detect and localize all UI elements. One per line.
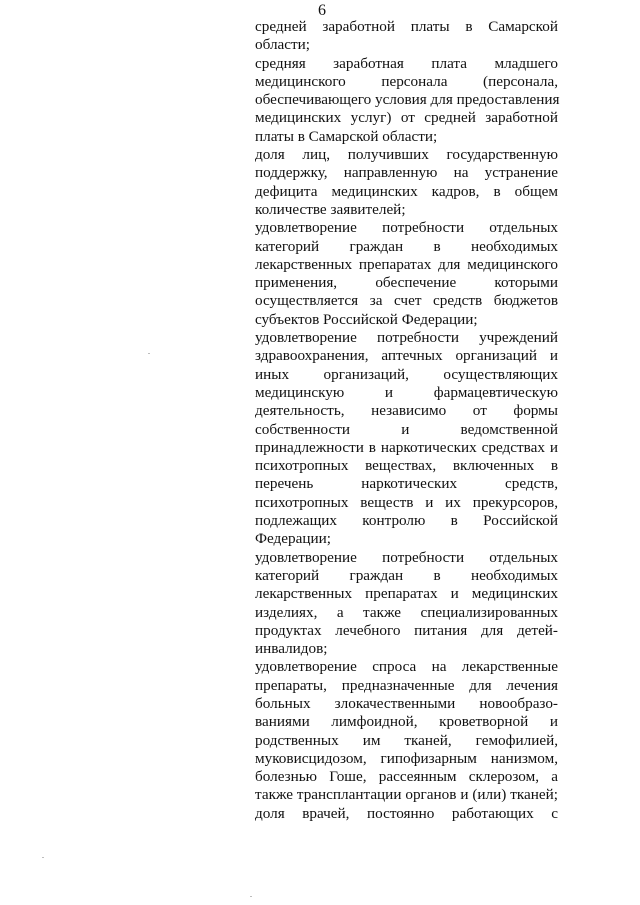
text-line: психотропных веществах, включенных в xyxy=(255,457,558,475)
text-line: инвалидов; xyxy=(255,640,328,658)
text-line: деятельность, независимо от формы xyxy=(255,402,558,420)
text-line: подлежащих контролю в Российской xyxy=(255,512,558,530)
text-line: удовлетворение потребности учреждений xyxy=(255,329,558,347)
text-line: удовлетворение потребности отдельных xyxy=(255,219,558,237)
text-line: больных злокачественными новообразо- xyxy=(255,694,558,712)
text-line: категорий граждан в необходимых xyxy=(255,237,558,255)
text-line: применения, обеспечение которыми xyxy=(255,274,558,292)
text-line: доля лиц, получивших государственную xyxy=(255,146,558,164)
scan-speck xyxy=(148,353,150,354)
text-line: муковисцидозом, гипофизарным нанизмом, xyxy=(255,749,558,767)
text-line: средней заработной платы в Самарской xyxy=(255,18,558,35)
text-line: лекарственных препаратах и медицинских xyxy=(255,585,558,603)
text-line: препараты, предназначенные для лечения xyxy=(255,676,558,694)
text-line: изделиях, а также специализированных xyxy=(255,603,558,621)
text-line: принадлежности в наркотических средствах и xyxy=(255,438,558,456)
text-line: перечень наркотических средств, xyxy=(255,475,558,493)
text-line: болезнью Гоше, рассеянным склерозом, а xyxy=(255,768,558,786)
text-line: ваниями лимфоидной, кроветворной и xyxy=(255,713,558,731)
text-line: медицинского персонала (персонала, xyxy=(255,72,558,90)
text-line: иных организаций, осуществляющих xyxy=(255,365,558,383)
text-line: Федерации; xyxy=(255,530,331,548)
text-line: также трансплантации органов и (или) тканей; xyxy=(255,786,558,804)
text-line: лекарственных препаратах для медицинского xyxy=(255,255,558,273)
text-line: удовлетворение спроса на лекарственные xyxy=(255,658,558,676)
text-line: родственных им тканей, гемофилией, xyxy=(255,731,558,749)
text-line: психотропных веществ и их прекурсоров, xyxy=(255,493,558,511)
text-line: удовлетворение потребности отдельных xyxy=(255,548,558,566)
body-text-column xyxy=(255,18,558,823)
text-line: дефицита медицинских кадров, в общем xyxy=(255,182,558,200)
text-line: обеспечивающего условия для предоставления xyxy=(255,91,560,109)
page-number: 6 xyxy=(318,2,326,19)
text-line: осуществляется за счет средств бюджетов xyxy=(255,292,558,310)
text-line: средняя заработная плата младшего xyxy=(255,54,558,72)
text-line: медицинскую и фармацевтическую xyxy=(255,383,558,401)
text-line: собственности и ведомственной xyxy=(255,420,558,438)
text-line: медицинских услуг) от средней заработной xyxy=(255,109,558,127)
text-line: субъектов Российской Федерации; xyxy=(255,310,478,328)
text-line: области; xyxy=(255,36,310,54)
text-line: количестве заявителей; xyxy=(255,200,406,218)
scan-speck xyxy=(42,857,44,858)
text-line: платы в Самарской области; xyxy=(255,127,438,145)
text-line: доля врачей, постоянно работающих с xyxy=(255,804,558,822)
text-line: категорий граждан в необходимых xyxy=(255,566,558,584)
scan-speck xyxy=(250,896,252,897)
text-line: продуктах лечебного питания для детей- xyxy=(255,621,558,639)
text-line: здравоохранения, аптечных организаций и xyxy=(255,347,558,365)
text-line: поддержку, направленную на устранение xyxy=(255,164,558,182)
